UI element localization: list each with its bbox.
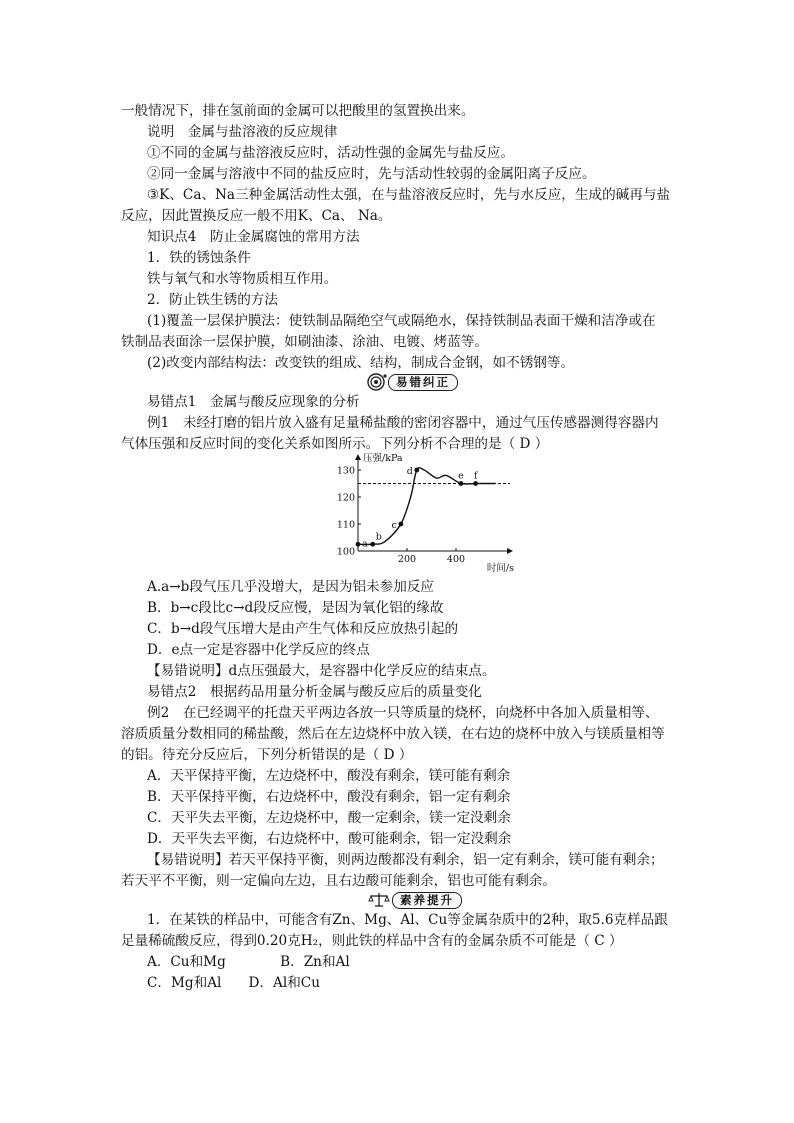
point-f — [473, 481, 478, 486]
text-line: 一般情况下，排在氢前面的金属可以把酸里的氢置换出来。 — [121, 103, 475, 119]
point-a — [356, 542, 361, 547]
option-line: C．Mg和Al D．Al和Cu — [147, 975, 320, 991]
point-d — [414, 468, 419, 473]
point-label-f: f — [473, 470, 478, 482]
error-note: 【易错说明】若天平保持平衡，则两边酸都没有剩余，铝一定有剩余，镁可能有剩余； — [147, 852, 664, 868]
text-line: 若天平不平衡，则一定偏向左边，且右边酸可能剩余，铝也可能有剩余。 — [121, 873, 556, 889]
option-line: B．b→c段比c→d段反应慢，是因为氧化铝的缘故 — [147, 600, 444, 616]
point-c — [398, 522, 403, 527]
text-line: 铁制品表面涂一层保护膜，如刷油漆、涂油、电镀、烤蓝等。 — [121, 334, 489, 350]
error-note: 【易错说明】d点压强最大，是容器中化学反应的结束点。 — [147, 663, 496, 679]
text-line: 1．在某铁的样品中，可能含有Zn、Mg、Al、Cu等金属杂质中的2种，取5.6克样品跟 — [147, 912, 668, 928]
option-line: A．天平保持平衡，左边烧杯中，酸没有剩余，镁可能有剩余 — [147, 768, 511, 784]
option-line: C．天平失去平衡，左边烧杯中，酸一定剩余，镁一定没剩余 — [147, 810, 511, 826]
point-e — [459, 481, 464, 486]
error-correction-banner — [366, 372, 466, 392]
section-heading: 易错点2 根据药品用量分析金属与酸反应后的质量变化 — [147, 684, 482, 700]
text-line: 溶质质量分数相同的稀盐酸，然后在左边烧杯中放入镁，在右边的烧杯中放入与镁质量相等 — [121, 726, 665, 742]
x-axis-label: 时间/s — [486, 563, 514, 574]
x-tick-label: 400 — [446, 554, 466, 565]
text-line: 铁与氧气和水等物质相互作用。 — [147, 271, 338, 287]
option-line: A.a→b段气压几乎没增大，是因为铝未参加反应 — [147, 579, 435, 595]
text-line: ③K、Ca、Na三种金属活动性太强，在与盐溶液反应时，先与水反应，生成的碱再与盐 — [147, 187, 671, 203]
section-heading: 知识点4 防止金属腐蚀的常用方法 — [147, 229, 360, 245]
y-tick-label: 110 — [336, 519, 355, 531]
text-line: 气体压强和反应时间的变化关系如图所示。下列分析不合理的是（ D ） — [121, 436, 549, 452]
point-label-e: e — [458, 470, 464, 482]
point-label-b: b — [375, 531, 382, 543]
section-heading: 易错点1 金属与酸反应现象的分析 — [147, 394, 360, 410]
scale-icon — [368, 891, 390, 909]
point-label-a: a — [362, 538, 368, 550]
point-label-d: d — [406, 466, 413, 477]
text-line: 足量稀硫酸反应，得到0.20克H₂，则此铁的样品中含有的金属杂质不可能是（ C ） — [121, 933, 623, 949]
banner-label: 素养提升 — [392, 892, 462, 909]
text-line: 1．铁的锈蚀条件 — [147, 250, 251, 266]
text-line: 的铝。待充分反应后，下列分析错误的是（ D ） — [121, 747, 413, 763]
swirl-icon — [366, 372, 388, 392]
text-line: 反应，因此置换反应一般不用K、Ca、 Na。 — [121, 208, 392, 224]
y-tick-label: 100 — [336, 546, 355, 558]
y-tick-label: 120 — [336, 492, 355, 504]
text-line: (1)覆盖一层保护膜法：使铁制品隔绝空气或隔绝水，保持铁制品表面干燥和洁净或在 — [147, 313, 656, 329]
pressure-time-chart — [330, 451, 520, 581]
y-axis-label: 压强/kPa — [363, 453, 403, 464]
option-line: B．天平保持平衡，右边烧杯中，酸没有剩余，铝一定有剩余 — [147, 789, 511, 805]
y-tick-label: 130 — [336, 465, 355, 477]
point-b — [370, 542, 375, 547]
text-line: ①不同的金属与盐溶液反应时，活动性强的金属先与盐反应。 — [147, 145, 515, 161]
x-tick-label: 200 — [397, 554, 417, 565]
text-line: ②同一金属与溶液中不同的盐反应时，先与活动性较弱的金属阳离子反应。 — [147, 166, 596, 182]
option-line: C．b→d段气压增大是由产生气体和反应放热引起的 — [147, 621, 459, 637]
text-line: 说明 金属与盐溶液的反应规律 — [147, 124, 338, 140]
option-line: D．e点一定是容器中化学反应的终点 — [147, 642, 370, 658]
text-line: 例2 在已经调平的托盘天平两边各放一只等质量的烧杯，向烧杯中各加入质量相等、 — [147, 705, 659, 721]
text-line: 2．防止铁生锈的方法 — [147, 292, 278, 308]
literacy-banner — [368, 890, 468, 910]
text-line: 例1 未经打磨的铝片放入盛有足量稀盐酸的密闭容器中，通过气压传感器测得容器内 — [147, 415, 659, 431]
banner-label: 易错纠正 — [388, 374, 458, 391]
option-line: D．天平失去平衡，右边烧杯中，酸可能剩余，铝一定没剩余 — [147, 831, 512, 847]
text-line: (2)改变内部结构法：改变铁的组成、结构，制成合金钢，如不锈钢等。 — [147, 355, 575, 371]
point-label-c: c — [391, 520, 397, 531]
option-line: A．Cu和Mg B．Zn和Al — [147, 954, 350, 970]
